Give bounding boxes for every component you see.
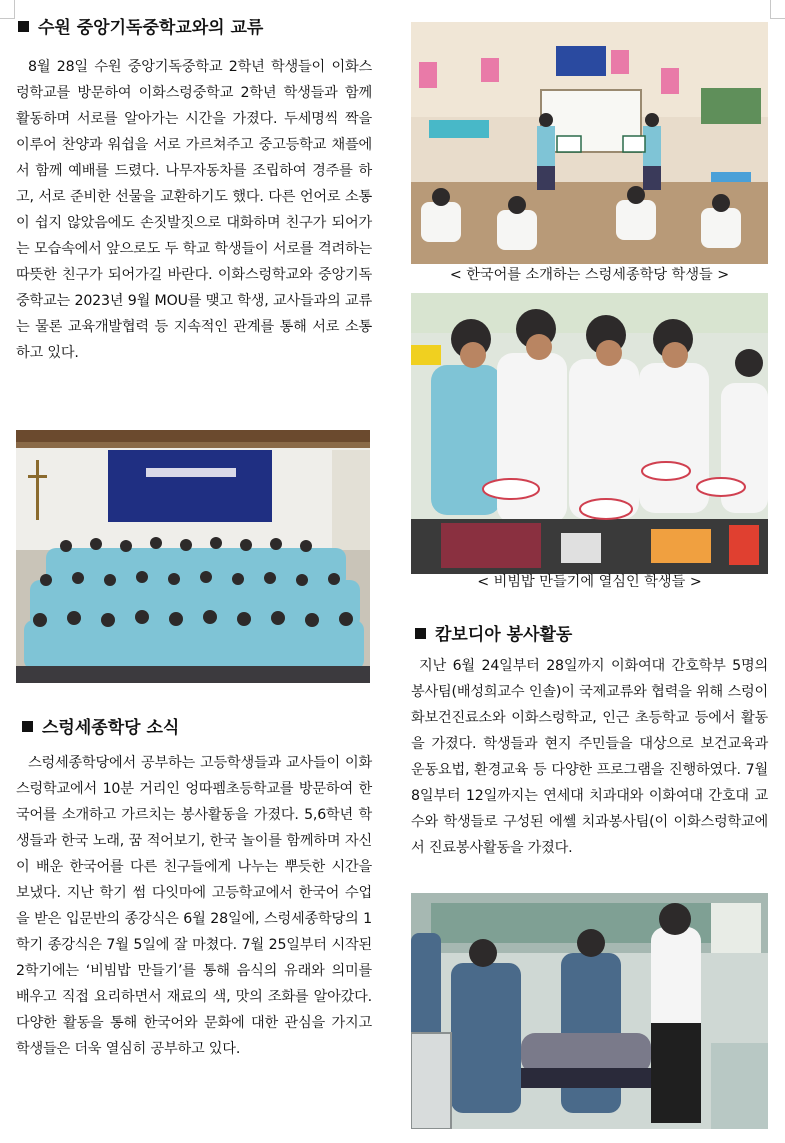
section-title-exchange: 수원 중앙기독중학교와의 교류 <box>18 17 263 39</box>
caption-bibimbap: < 비빔밥 만들기에 열심인 학생들 > <box>477 574 702 590</box>
section-title-volunteer: 캄보디아 봉사활동 <box>415 624 572 646</box>
cooking-photo-bibimbap <box>411 293 768 574</box>
caption-korean-intro: < 한국어를 소개하는 스렁세종학당 학생들 > <box>449 267 730 283</box>
page-corner-marker-right <box>770 0 785 19</box>
square-bullet-icon <box>415 628 426 639</box>
square-bullet-icon <box>18 21 29 32</box>
dental-volunteer-photo <box>411 893 768 1129</box>
square-bullet-icon <box>22 721 33 732</box>
sejong-article-text: 스렁세종학당에서 공부하는 고등학생들과 교사들이 이화스렁학교에서 10분 거리인 엉따펨초등학교를 방문하여 한국어를 소개하고 가르치는 봉사활동을 가졌다. 5,6학년 학생들과 한국 노래, 꿈 적어보기, 한국 놀이를 함께하며 자신이 배운 한국어를 다른 친구들에게 나누는 뿌듯한 시간을 보냈다. 지난 학기 썸 다잇마에 고등학교에서 한국어 수업을 받은 입문반의 종강식은 6월 28일에, 스렁세종학당의 1학기 종강식은 7월 5일에 잘 마쳤다. 7월 25일부터 시작된 2학기에는 ‘비빔밥 만들기’를 통해 음식의 유래와 의미를 배우고 직접 요리하면서 재료의 색, 맛의 조화를 알아갔다. 다양한 활동을 통해 한국어와 문화에 대한 관심을 가지고 학생들은 더욱 열심히 공부하고 있다. <box>16 755 372 1057</box>
page-corner-marker-left <box>0 0 15 19</box>
volunteer-article-text: 지난 6월 24일부터 28일까지 이화여대 간호학부 5명의 봉사팀(배성희교수 인솔)이 국제교류와 협력을 위해 스렁이화보건진료소와 이화스렁학교, 인근 초등학교 등에서 활동을 가졌다. 학생들과 현지 주민들을 대상으로 보건교육과 운동요법, 환경교육 등 다양한 프로그램을 진행하였다. 7월 8일부터 12일까지는 연세대 치과대와 이화여대 간호대 교수와 학생들로 구성된 에쎌 치과봉사팀(이 이화스렁학교에서 진료봉사활동을 가졌다. <box>411 658 768 856</box>
group-photo-chapel <box>16 430 370 683</box>
section-title-sejong: 스렁세종학당 소식 <box>22 717 179 739</box>
classroom-photo-korean-intro <box>411 22 768 264</box>
exchange-article-text: 8월 28일 수원 중앙기독중학교 2학년 학생들이 이화스렁학교를 방문하여 이화스렁중학교 2학년 학생들과 함께 활동하며 서로를 알아가는 시간을 가졌다. 두세명씩 짝을 이루어 찬양과 워쉽을 서로 가르쳐주고 중고등학교 채플에서 함께 예배를 드렸다. 나무자동차를 조립하여 경주를 하고, 서로 준비한 선물을 교환하기도 했다. 다른 언어로 소통이 쉽지 않았음에도 손짓발짓으로 대화하며 친구가 되어가는 모습속에서 앞으로도 두 학교 학생들이 서로를 격려하는 따뜻한 친구가 되어가길 바란다. 이화스렁학교와 중앙기독중학교는 2023년 9월 MOU를 맺고 학생, 교사들과의 교류는 물론 교육개발협력 등 지속적인 관계를 통해 서로 소통하고 있다. <box>16 59 372 361</box>
